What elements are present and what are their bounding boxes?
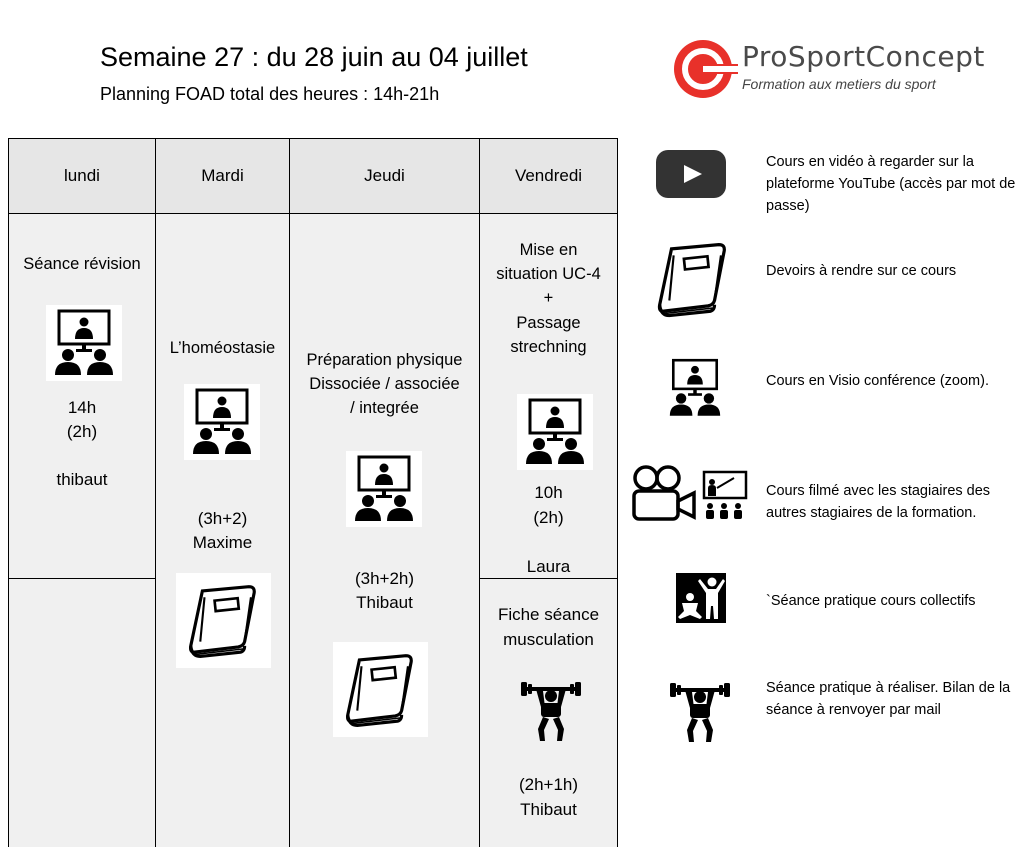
weightlifting-icon	[668, 680, 732, 749]
vendredi-session-line: Mise en	[519, 241, 578, 259]
lundi-teacher: thibaut	[56, 470, 108, 489]
visio-conference-icon	[184, 384, 260, 460]
legend-text: Séance pratique à réaliser. Bilan de la séance à renvoyer par mail	[766, 680, 1011, 718]
mardi-teacher: Maxime	[192, 533, 253, 552]
lundi-duration: (2h)	[66, 422, 98, 441]
vendredi-teacher: Laura	[526, 557, 571, 576]
legend-text: `Séance pratique cours collectifs	[766, 593, 976, 609]
vendredi-session2-line: musculation	[503, 630, 594, 649]
header-mardi: Mardi	[156, 139, 289, 213]
vendredi-session-line: +	[543, 289, 554, 307]
page-subtitle: Planning FOAD total des heures : 14h-21h	[100, 84, 440, 104]
homework-book-icon	[650, 236, 736, 327]
jeudi-session-line: / integrée	[350, 399, 419, 417]
logo-brand: ProSportConcept	[742, 40, 985, 73]
youtube-play-icon	[656, 150, 726, 203]
lundi-time: 14h	[67, 398, 97, 417]
visio-conference-icon	[517, 394, 593, 470]
column-jeudi	[290, 214, 479, 847]
visio-conference-icon	[46, 305, 122, 381]
header-jeudi: Jeudi	[290, 139, 479, 213]
film-camera-class-icon	[630, 464, 750, 529]
vendredi-session2-line: Fiche séance	[497, 605, 600, 624]
group-exercise-icon	[676, 573, 726, 628]
legend-text: Devoirs à rendre sur ce cours	[766, 263, 957, 279]
logo-mark-icon	[672, 38, 738, 100]
vendredi-session-line: situation UC-4	[496, 265, 601, 283]
vendredi-session-line: strechning	[510, 338, 587, 356]
logo-tagline: Formation aux metiers du sport	[742, 76, 936, 92]
mardi-session-title: L’homéostasie	[169, 339, 276, 357]
jeudi-teacher: Thibaut	[356, 593, 413, 612]
legend-text: Cours en vidéo à regarder sur la plateforme YouTube (accès par mot de passe)	[766, 154, 1016, 214]
lundi-session-title: Séance révision	[23, 255, 141, 273]
header-lundi: lundi	[9, 139, 155, 213]
jeudi-session-line: Dissociée / associée	[309, 375, 460, 393]
divider	[155, 139, 156, 846]
legend-text: Cours en Visio conférence (zoom).	[766, 373, 989, 389]
divider	[9, 213, 617, 214]
legend-text: Cours filmé avec les stagiaires des autres stagiaires de la formation.	[766, 483, 991, 521]
visio-conference-icon	[662, 355, 728, 426]
divider	[9, 578, 155, 579]
mardi-hours: (3h+2)	[197, 509, 248, 528]
vendredi-duration: (2h)	[533, 508, 564, 527]
vendredi-teacher2: Thibaut	[520, 800, 577, 819]
header-vendredi: Vendredi	[480, 139, 617, 213]
jeudi-hours: (3h+2h)	[354, 569, 415, 588]
schedule-table	[8, 138, 618, 847]
weightlifting-icon	[519, 679, 583, 748]
homework-book-icon	[176, 573, 271, 668]
divider	[289, 139, 290, 846]
homework-book-icon	[333, 642, 428, 737]
jeudi-session-line: Préparation physique	[306, 351, 463, 369]
visio-conference-icon	[346, 451, 422, 527]
vendredi-session-line: Passage	[516, 314, 581, 332]
page-title: Semaine 27 : du 28 juin au 04 juillet	[100, 42, 528, 72]
vendredi-hours2: (2h+1h)	[518, 775, 579, 794]
vendredi-time: 10h	[534, 483, 563, 502]
